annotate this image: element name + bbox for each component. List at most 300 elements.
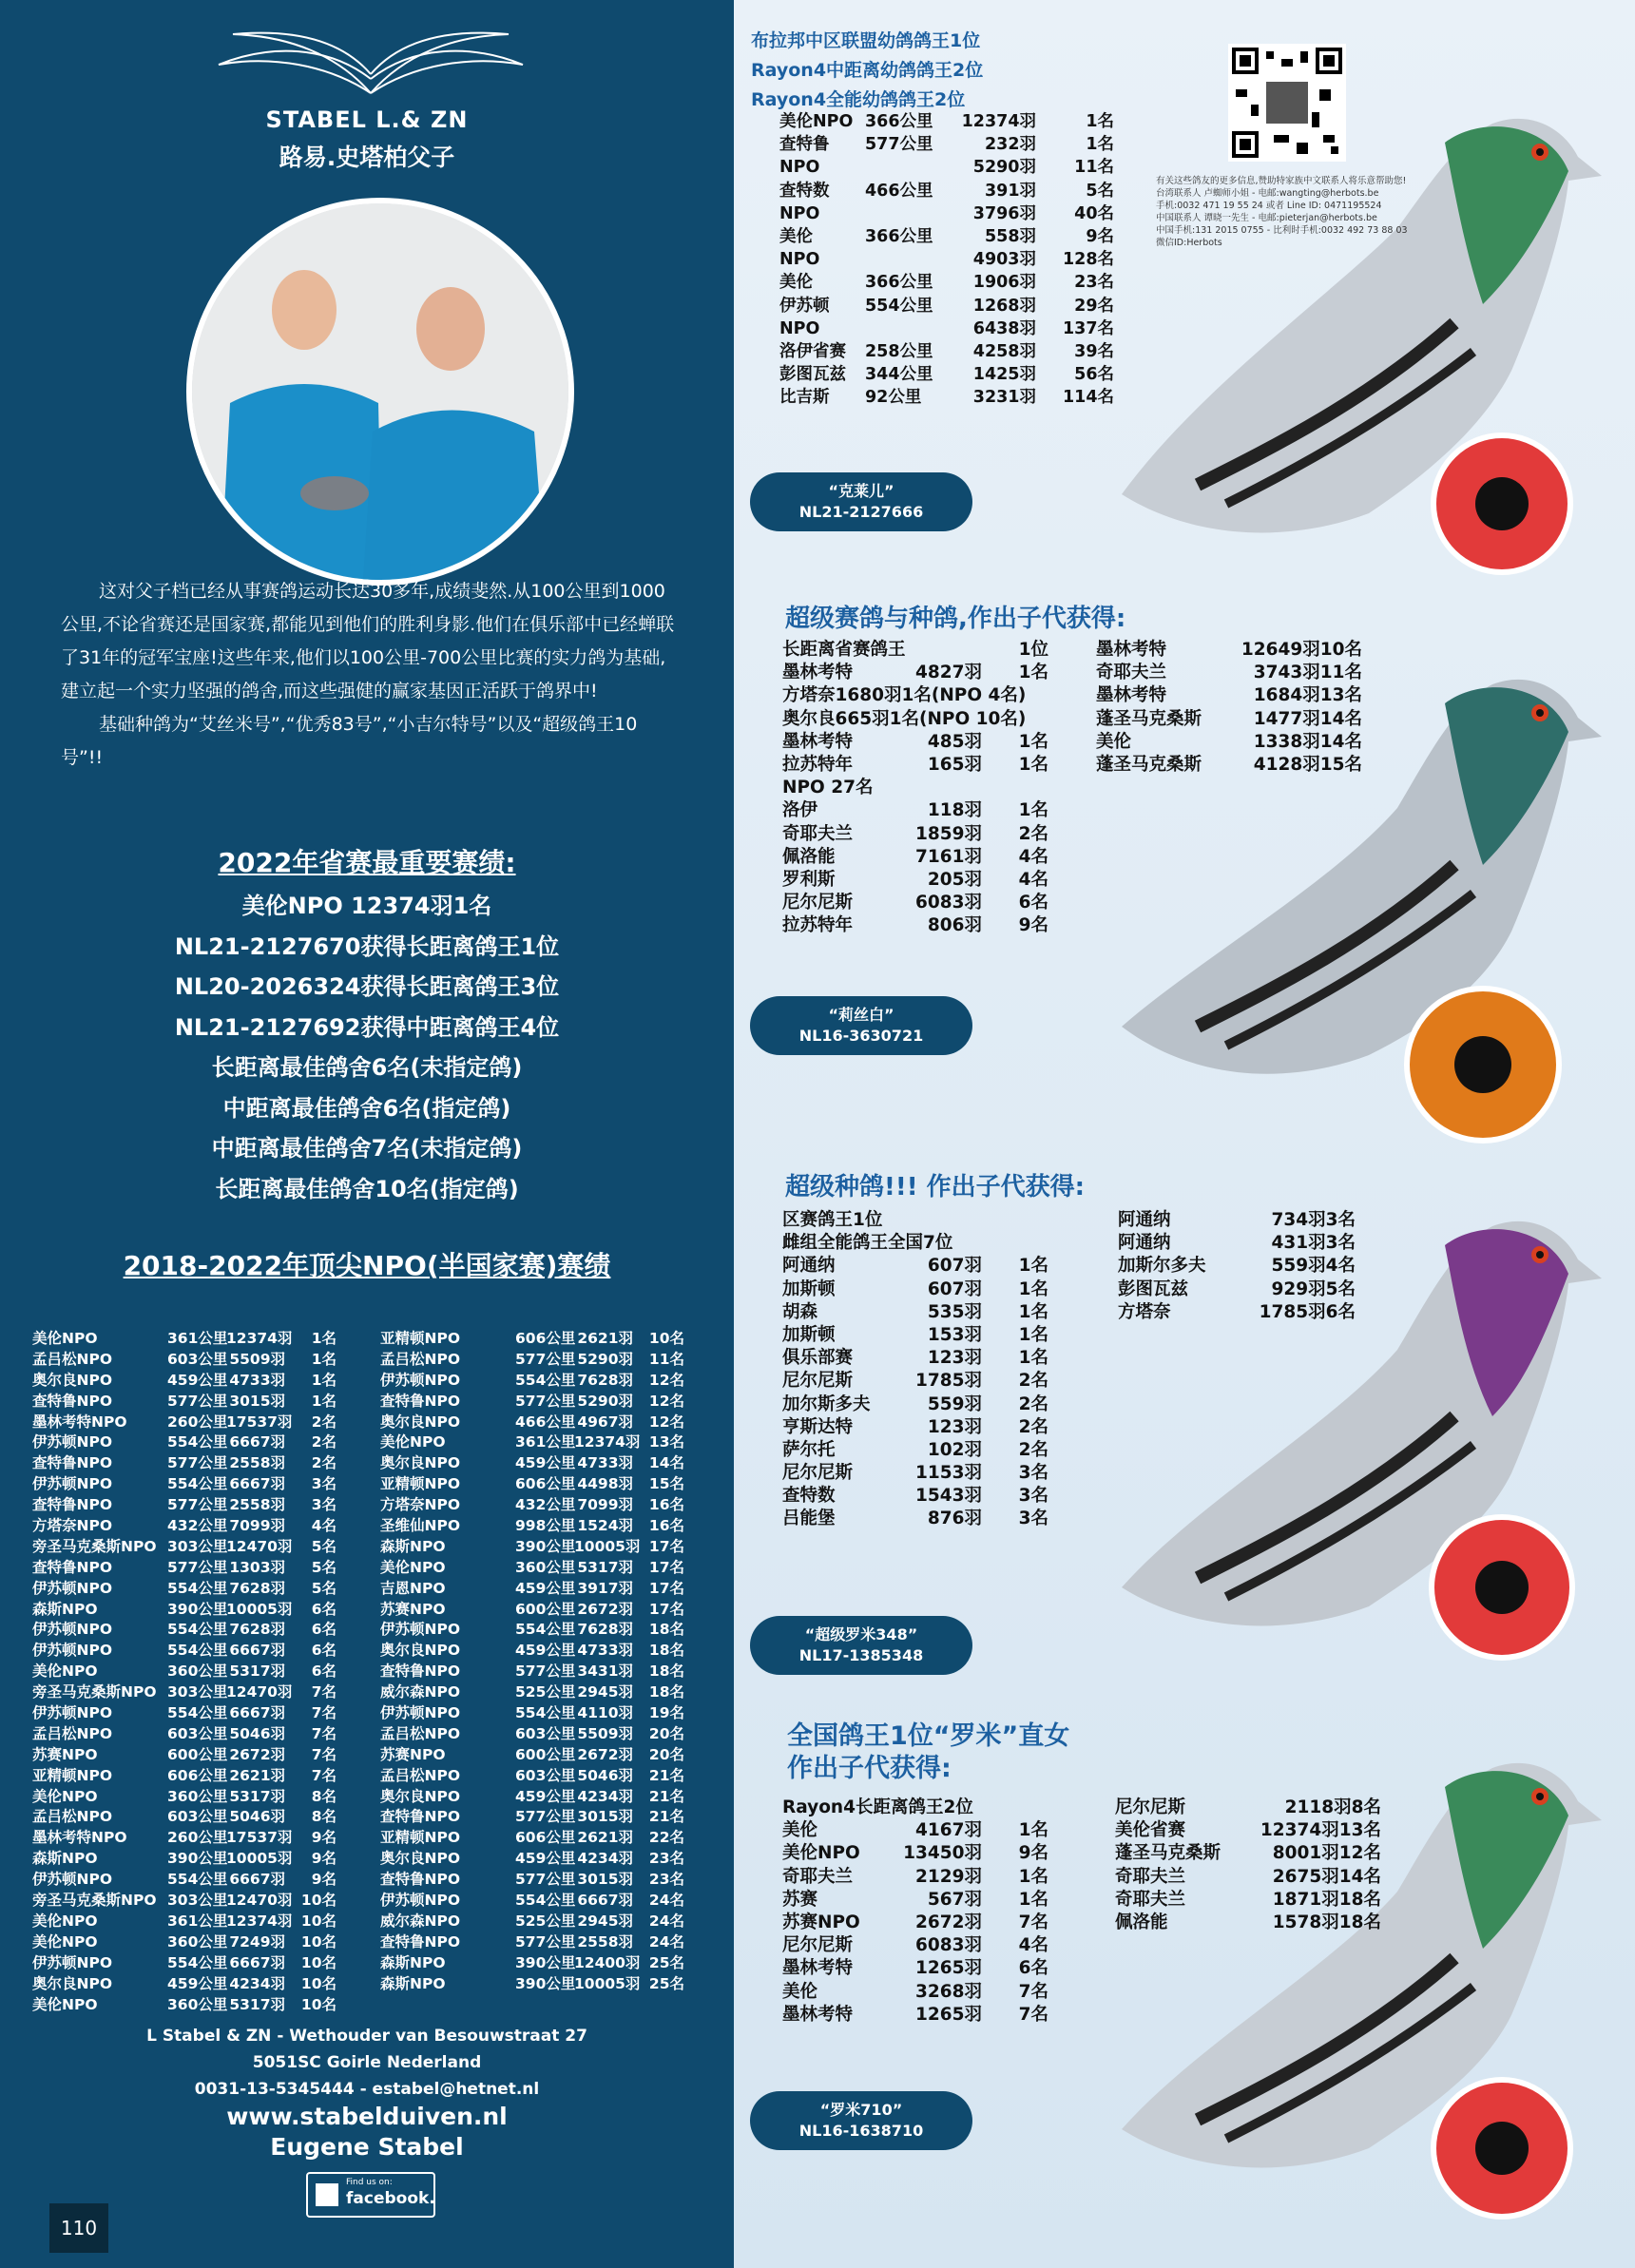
table-cell: 390公里: [167, 1600, 228, 1618]
table-cell: 1名: [1018, 1820, 1048, 1841]
table-cell: 3268羽: [915, 1981, 982, 2002]
facebook-find-label: Find us on:: [346, 2178, 393, 2187]
table-cell: 奥尔良NPO: [380, 1850, 461, 1868]
table-cell: 加尔斯多夫: [782, 1393, 871, 1414]
table-cell: 2名: [1018, 1416, 1048, 1437]
table-cell: 10名: [300, 1974, 337, 1992]
table-cell: 10名: [648, 1330, 684, 1347]
table-row: [1118, 1301, 1365, 1324]
table-row: [782, 1301, 1087, 1324]
table-cell: 600公里: [167, 1745, 228, 1763]
intro-paragraph-1: 这对父子档已经从事赛鸽运动长达30多年,成绩斐然.从100公里到1000公里,不论省赛还是国家赛,都能见到他们的胜利身影.他们在俱乐部中已经蝉联了31年的冠军宝座!这些年来,他们以100公里-700公里比赛的实力鸽为基础,建立起一个实力坚强的鸽舍,而这些强健的赢家基因正活跃于鸽界中!: [61, 581, 675, 702]
table-row: [380, 1870, 722, 1891]
table-cell: 14名: [648, 1454, 684, 1472]
facebook-label: facebook.: [346, 2189, 435, 2208]
table-cell: 360公里: [167, 1663, 228, 1681]
table-cell: 墨林考特NPO: [32, 1829, 127, 1847]
table-cell: 24名: [648, 1892, 684, 1910]
table-row: [380, 1329, 722, 1350]
table-cell: 6名: [311, 1621, 337, 1639]
pigeon-name: “克莱儿”: [828, 482, 894, 500]
table-row: [380, 1641, 722, 1662]
result-item: 中距离最佳鸽舍6名(指定鸽): [222, 1094, 511, 1122]
table-cell: 奥尔良NPO: [380, 1413, 461, 1431]
table-cell: 18名: [648, 1683, 684, 1701]
table-cell: 1153羽: [915, 1463, 982, 1484]
table-cell: 10名: [300, 1995, 337, 2013]
table-row: [380, 1600, 722, 1621]
table-cell: 1425羽: [972, 365, 1036, 385]
table-cell: 6083羽: [915, 1935, 982, 1956]
table-cell: 查特鲁NPO: [380, 1663, 461, 1681]
facebook-badge[interactable]: [306, 2172, 435, 2218]
table-cell: 墨林考特: [782, 663, 854, 683]
table-cell: 20名: [648, 1724, 684, 1742]
table-cell: 7名: [1018, 1912, 1048, 1932]
table-row: [32, 1413, 375, 1433]
table-cell: 5317羽: [229, 1787, 285, 1805]
table-cell: 旁圣马克桑斯NPO: [32, 1892, 157, 1910]
table-cell: 1名: [1018, 1256, 1048, 1277]
table-cell: 森斯NPO: [32, 1850, 98, 1868]
table-cell: 墨林考特NPO: [32, 1413, 127, 1431]
table-cell: 3743羽11名: [1253, 663, 1362, 683]
table-cell: 5317羽: [229, 1995, 285, 2013]
table-row: [782, 1232, 1087, 1255]
result-item: 长距离最佳鸽舍10名(指定鸽): [215, 1175, 519, 1202]
table-row: [32, 1724, 375, 1745]
table-row: [32, 1953, 375, 1974]
table-cell: 5046羽: [229, 1808, 285, 1826]
table-cell: 3431羽: [577, 1663, 633, 1681]
table-row: [782, 639, 1087, 662]
table-cell: 102羽: [927, 1439, 982, 1460]
table-cell: 查特鲁NPO: [32, 1454, 113, 1472]
table-cell: 260公里: [167, 1829, 228, 1847]
table-cell: 15名: [648, 1475, 684, 1493]
qr-code[interactable]: [1228, 44, 1346, 162]
table-row: [32, 1537, 375, 1558]
table-cell: 4733羽: [577, 1454, 633, 1472]
qr-info-line: 有关这些鸽友的更多信息,赞助特家族中文联系人将乐意帮助您!: [1156, 176, 1407, 186]
table-cell: 亚精顿NPO: [380, 1829, 461, 1847]
table-cell: 558羽: [984, 226, 1036, 246]
block4-results-left: [782, 1797, 1087, 2027]
table-cell: 18名: [648, 1621, 684, 1639]
table-row: [782, 708, 1087, 731]
table-cell: 554公里: [167, 1621, 228, 1639]
table-cell: 伊苏顿NPO: [32, 1579, 113, 1597]
table-cell: 6名: [311, 1600, 337, 1618]
table-cell: 美伦: [779, 226, 813, 246]
table-cell: 577公里: [167, 1496, 228, 1514]
table-row: [1096, 684, 1362, 707]
table-cell: 美伦: [779, 273, 813, 293]
table-cell: 4234羽: [577, 1787, 633, 1805]
table-cell: 12470羽: [226, 1683, 293, 1701]
table-row: [782, 1485, 1087, 1508]
table-cell: 5290羽: [577, 1392, 633, 1410]
table-cell: 美伦NPO: [32, 1912, 98, 1930]
table-row: [782, 1797, 1087, 1819]
table-cell: 7名: [311, 1766, 337, 1784]
table-row: [380, 1912, 722, 1932]
table-row: [32, 1932, 375, 1953]
contact-website[interactable]: www.stabelduiven.nl: [226, 2103, 508, 2130]
table-cell: 5290羽: [577, 1350, 633, 1368]
table-cell: 阿通纳: [782, 1256, 836, 1277]
table-row: [32, 1849, 375, 1870]
table-row: [782, 1278, 1087, 1301]
table-cell: 9名: [311, 1850, 337, 1868]
table-cell: 16名: [648, 1496, 684, 1514]
table-cell: 7628羽: [577, 1621, 633, 1639]
table-row: [380, 1682, 722, 1703]
table-cell: 拉苏特年: [782, 915, 854, 936]
table-row: [782, 754, 1087, 777]
pigeon-ring-number: NL16-3630721: [798, 1027, 924, 1045]
table-cell: 萨尔托: [782, 1439, 836, 1460]
table-cell: 伊苏顿NPO: [380, 1621, 461, 1639]
table-cell: 603公里: [167, 1350, 228, 1368]
table-row: [782, 1324, 1087, 1347]
table-cell: 360公里: [515, 1558, 576, 1576]
contact-address: L Stabel & ZN - Wethouder van Besouwstraat 27: [146, 2027, 587, 2046]
table-cell: 2945羽: [577, 1912, 633, 1930]
npo-table-right: [380, 1329, 722, 1995]
table-cell: 奥尔良NPO: [380, 1787, 461, 1805]
table-row: [779, 180, 1122, 202]
table-cell: 12名: [648, 1392, 684, 1410]
table-cell: 205羽: [927, 869, 982, 890]
table-row: [782, 1462, 1087, 1485]
block1-titles: [751, 27, 983, 115]
table-cell: 4名: [311, 1517, 337, 1535]
table-cell: 1名: [1018, 731, 1048, 752]
table-row: [779, 248, 1122, 271]
qr-info-line: 中国手机:131 2015 0755 - 比利时手机:0032 492 73 88 03: [1156, 225, 1408, 236]
table-cell: 24名: [648, 1932, 684, 1951]
table-cell: 罗利斯: [782, 869, 836, 890]
table-cell: 3917羽: [577, 1579, 633, 1597]
qr-info-line: 台湾联系人 卢蜘师小姐 - 电邮:wangting@herbots.be: [1156, 188, 1379, 199]
table-cell: 1名: [1018, 754, 1048, 775]
table-cell: 10005羽: [226, 1850, 293, 1868]
table-row: [782, 799, 1087, 822]
table-cell: 459公里: [515, 1850, 576, 1868]
table-cell: 2672羽: [577, 1600, 633, 1618]
table-cell: 554公里: [515, 1371, 576, 1389]
table-row: [32, 1371, 375, 1392]
table-cell: 2118羽8名: [1284, 1797, 1381, 1817]
table-cell: 114名: [1062, 388, 1114, 408]
table-cell: 22名: [648, 1829, 684, 1847]
table-cell: 11名: [1074, 158, 1114, 178]
table-cell: 3015羽: [577, 1808, 633, 1826]
table-cell: 525公里: [515, 1683, 576, 1701]
table-cell: 4128羽15名: [1253, 754, 1362, 775]
table-cell: 25名: [648, 1953, 684, 1971]
table-cell: 432公里: [167, 1517, 228, 1535]
table-cell: 17名: [648, 1579, 684, 1597]
table-row: [779, 225, 1122, 248]
table-row: [380, 1724, 722, 1745]
table-cell: 威尔森NPO: [380, 1912, 461, 1930]
table-cell: 伊苏顿NPO: [32, 1704, 113, 1722]
block3-results-right: [1118, 1209, 1365, 1324]
table-row: [380, 1474, 722, 1495]
table-row: [32, 1974, 375, 1995]
block1-title: 布拉邦中区联盟幼鸽鸽王1位: [751, 30, 981, 51]
table-row: [779, 317, 1122, 340]
table-cell: 390公里: [515, 1974, 576, 1992]
table-row: [380, 1828, 722, 1849]
table-cell: 390公里: [167, 1850, 228, 1868]
table-cell: 6名: [311, 1642, 337, 1660]
table-cell: 10名: [300, 1953, 337, 1971]
table-cell: 2558羽: [229, 1454, 285, 1472]
table-cell: 24名: [648, 1912, 684, 1930]
table-cell: 美伦NPO: [380, 1433, 446, 1451]
table-cell: 6667羽: [577, 1892, 633, 1910]
table-cell: 2621羽: [229, 1766, 285, 1784]
table-cell: 伊苏顿: [779, 296, 830, 316]
block2-results-left: [782, 639, 1087, 937]
table-cell: 5509羽: [229, 1350, 285, 1368]
block3-title: 超级种鸽!!! 作出子代获得:: [785, 1173, 1086, 1201]
table-cell: 466公里: [515, 1413, 576, 1431]
table-cell: 1265羽: [915, 2004, 982, 2025]
table-cell: 1871羽18名: [1272, 1889, 1381, 1910]
table-cell: 466公里: [865, 181, 933, 201]
table-row: [380, 1413, 722, 1433]
intro-paragraph-2: 基础种鸽为“艾丝米号”,“优秀83号”,“小吉尔特号”以及“超级鸽王10号”!!: [61, 714, 638, 768]
table-cell: 5名: [311, 1537, 337, 1555]
table-row: [32, 1558, 375, 1579]
table-cell: 567羽: [927, 1889, 982, 1910]
table-row: [380, 1432, 722, 1453]
table-cell: 603公里: [515, 1724, 576, 1742]
table-cell: 7名: [1018, 1981, 1048, 2002]
table-cell: 亚精顿NPO: [380, 1475, 461, 1493]
table-row: [779, 156, 1122, 179]
table-cell: 603公里: [167, 1808, 228, 1826]
table-cell: 4827羽: [915, 663, 982, 683]
table-row: [32, 1453, 375, 1474]
block4-results-right: [1115, 1797, 1381, 1934]
qr-info-line: 手机:0032 471 19 55 24 或者 Line ID: 0471195524: [1156, 201, 1382, 211]
table-cell: 390公里: [515, 1537, 576, 1555]
table-cell: 7名: [311, 1745, 337, 1763]
table-cell: 459公里: [515, 1642, 576, 1660]
table-cell: 区赛鸽王1位: [782, 1210, 883, 1230]
table-row: [782, 1981, 1087, 2004]
table-cell: 7161羽: [915, 846, 982, 867]
table-cell: 旁圣马克桑斯NPO: [32, 1683, 157, 1701]
table-row: [782, 1370, 1087, 1393]
table-cell: 12470羽: [226, 1892, 293, 1910]
results-2022-title: 2022年省赛最重要赛绩:: [218, 847, 516, 878]
table-row: [782, 1934, 1087, 1957]
table-row: [380, 1453, 722, 1474]
table-cell: 9名: [311, 1871, 337, 1889]
contact-phone-email[interactable]: 0031-13-5345444 - estabel@hetnet.nl: [194, 2080, 540, 2099]
table-cell: 2名: [311, 1413, 337, 1431]
table-cell: 孟吕松NPO: [32, 1808, 113, 1826]
table-cell: 1名: [1086, 135, 1114, 155]
table-cell: 17537羽: [226, 1829, 293, 1847]
table-cell: 12374羽: [226, 1330, 293, 1347]
table-cell: 929羽5名: [1271, 1278, 1356, 1299]
table-row: [782, 1347, 1087, 1370]
table-cell: 美伦省赛: [1115, 1820, 1186, 1841]
table-cell: 查特鲁NPO: [380, 1871, 461, 1889]
table-cell: 16名: [648, 1517, 684, 1535]
table-row: [782, 1209, 1087, 1232]
page-number: 110: [49, 2203, 108, 2253]
table-cell: 40名: [1074, 203, 1114, 223]
result-item: 长距离最佳鸽舍6名(未指定鸽): [211, 1054, 523, 1081]
table-row: [782, 914, 1087, 937]
table-cell: 8名: [311, 1808, 337, 1826]
table-row: [380, 1495, 722, 1516]
table-cell: 7099羽: [229, 1517, 285, 1535]
table-cell: NPO: [779, 250, 820, 270]
table-cell: NPO: [779, 203, 820, 223]
table-cell: 7099羽: [577, 1496, 633, 1514]
block4-title: 作出子代获得:: [787, 1754, 952, 1783]
table-row: [779, 386, 1122, 409]
result-item: NL21-2127670获得长距离鸽王1位: [174, 932, 560, 960]
table-cell: 苏赛NPO: [782, 1912, 860, 1932]
table-cell: 孟吕松NPO: [380, 1724, 461, 1742]
table-row: [1096, 754, 1362, 777]
table-cell: 美伦NPO: [380, 1558, 446, 1576]
table-cell: 1684羽13名: [1253, 685, 1362, 706]
table-cell: 4498羽: [577, 1475, 633, 1493]
table-cell: 390公里: [515, 1953, 576, 1971]
table-cell: 2672羽: [915, 1912, 982, 1932]
table-cell: 奥尔良NPO: [380, 1642, 461, 1660]
table-cell: 577公里: [865, 135, 933, 155]
table-cell: 蓬圣马克桑斯: [1115, 1843, 1221, 1864]
table-cell: 554公里: [167, 1953, 228, 1971]
table-row: [32, 1579, 375, 1600]
table-row: [380, 1516, 722, 1537]
table-cell: 尼尔尼斯: [782, 893, 854, 913]
table-cell: NPO 27名: [782, 778, 874, 798]
table-row: [380, 1745, 722, 1766]
table-cell: 美伦: [1096, 731, 1132, 752]
table-cell: NPO: [779, 158, 820, 178]
table-row: [380, 1579, 722, 1600]
table-cell: 554公里: [167, 1704, 228, 1722]
table-cell: 260公里: [167, 1413, 228, 1431]
table-row: [32, 1870, 375, 1891]
table-cell: 153羽: [927, 1324, 982, 1345]
table-row: [32, 1432, 375, 1453]
table-row: [32, 1516, 375, 1537]
facebook-square-icon: [316, 2183, 338, 2206]
table-row: [779, 110, 1122, 133]
table-cell: 554公里: [865, 296, 933, 316]
table-cell: 12649羽10名: [1241, 640, 1362, 660]
wing-logo-icon: [214, 27, 528, 103]
table-row: [32, 1350, 375, 1371]
table-cell: 1265羽: [915, 1958, 982, 1979]
table-cell: 2945羽: [577, 1683, 633, 1701]
block1-title: Rayon4中距离幼鸽鸽王2位: [751, 60, 984, 81]
contact-person: Eugene Stabel: [270, 2133, 464, 2161]
table-cell: 1338羽14名: [1253, 731, 1362, 752]
table-cell: 7249羽: [229, 1932, 285, 1951]
table-cell: 查特鲁NPO: [32, 1392, 113, 1410]
result-item: 中距离最佳鸽舍7名(未指定鸽): [211, 1135, 523, 1162]
table-cell: 苏赛: [782, 1889, 818, 1910]
table-cell: 17名: [648, 1600, 684, 1618]
table-cell: 459公里: [167, 1974, 228, 1992]
table-cell: 9名: [1086, 226, 1114, 246]
table-cell: 17名: [648, 1558, 684, 1576]
table-cell: 阿通纳: [1118, 1233, 1171, 1254]
table-cell: 9名: [311, 1829, 337, 1847]
table-cell: 39名: [1074, 341, 1114, 361]
table-row: [1118, 1232, 1365, 1255]
table-cell: 366公里: [865, 273, 933, 293]
table-cell: 431羽3名: [1271, 1233, 1356, 1254]
table-row: [1096, 639, 1362, 662]
table-cell: 2672羽: [229, 1745, 285, 1763]
table-cell: 蓬圣马克桑斯: [1096, 754, 1202, 775]
table-row: [782, 1393, 1087, 1416]
table-cell: 2名: [311, 1433, 337, 1451]
table-cell: 7名: [1018, 2004, 1048, 2025]
left-panel: [0, 0, 734, 2268]
table-cell: 577公里: [167, 1558, 228, 1576]
table-row: [32, 1392, 375, 1413]
table-cell: 432公里: [515, 1496, 576, 1514]
result-item: NL20-2026324获得长距离鸽王3位: [174, 973, 560, 1000]
contact-city: 5051SC Goirle Nederland: [252, 2053, 482, 2072]
table-cell: 10名: [300, 1892, 337, 1910]
table-cell: 92公里: [865, 388, 922, 408]
table-cell: 577公里: [515, 1663, 576, 1681]
table-row: [779, 363, 1122, 386]
table-cell: 7名: [311, 1704, 337, 1722]
table-cell: 比吉斯: [779, 388, 830, 408]
table-cell: 360公里: [167, 1995, 228, 2013]
pigeon-ring-number: NL21-2127666: [798, 503, 924, 521]
table-cell: 21名: [648, 1766, 684, 1784]
table-cell: 577公里: [515, 1350, 576, 1368]
table-row: [779, 202, 1122, 225]
table-cell: 胡森: [782, 1301, 818, 1322]
table-cell: 奇耶夫兰: [1115, 1889, 1186, 1910]
table-cell: 美伦NPO: [782, 1843, 860, 1864]
table-cell: 墨林考特: [1096, 640, 1167, 660]
table-cell: 3015羽: [229, 1392, 285, 1410]
table-row: [782, 1889, 1087, 1912]
table-cell: 奥尔良NPO: [32, 1974, 113, 1992]
table-cell: 2558羽: [577, 1932, 633, 1951]
table-cell: 彭图瓦兹: [779, 365, 846, 385]
table-cell: 7名: [311, 1683, 337, 1701]
table-cell: 606公里: [515, 1475, 576, 1493]
table-row: [1115, 1889, 1381, 1912]
table-cell: 5046羽: [229, 1724, 285, 1742]
table-cell: 137名: [1062, 318, 1114, 338]
table-cell: 606公里: [167, 1766, 228, 1784]
